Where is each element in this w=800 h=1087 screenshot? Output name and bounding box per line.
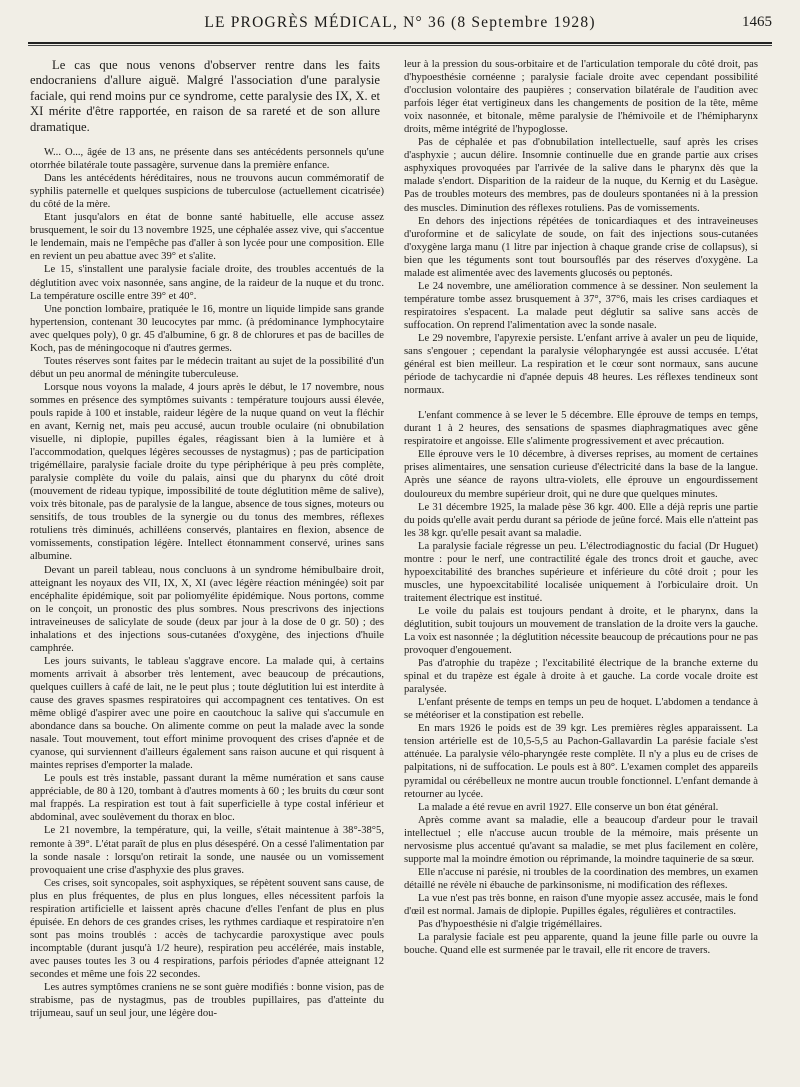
paragraph: Le 15, s'installent une paralysie faciale droite, des troubles accentués de la déglutition avec voix nasonnée, sans angine, de la raideur de la nuque et du tronc. La température oscille entre 39° et 40°. xyxy=(30,264,384,302)
paragraph: Devant un pareil tableau, nous concluons à un syndrome hémibulbaire droit, atteignant les noyaux des VII, IX, X, XI (avec légère réaction méningée) soit par encéphalite épidémique, soit par poliomyélite épidémique. Nous portons, comme on le conçoit, un pronostic des plus sombres. Nous prescrivons des injections intraveineuses de salicylate de soude (deux par jour à la dose de 0 gr. 50) ; des inhalations et des injections sous-cutanées d'oxygène, des injections d'huile camphrée. xyxy=(30,564,384,654)
paragraph: L'enfant présente de temps en temps un peu de hoquet. L'abdomen a tendance à se météoriser et la constipation est rebelle. xyxy=(404,697,758,722)
paragraph: La malade a été revue en avril 1927. Elle conserve un bon état général. xyxy=(418,801,719,813)
paragraph: Dans les antécédents héréditaires, nous ne trouvons aucun commémoratif de syphilis paternelle et quelques suspicions de tuberculose (actuellement cicatrisée) du côté de la mère. xyxy=(30,173,384,211)
paragraph: Elle n'accuse ni parésie, ni troubles de la coordination des membres, un examen détaillé ne révèle ni ébauche de parkinsonisme, ni modification des réflexes. xyxy=(404,866,758,891)
paragraph: Pas d'atrophie du trapèze ; l'excitabilité électrique de la branche externe du spinal et du trapèze est égale à droite à et gauche. La corde vocale droite est paralysée. xyxy=(404,658,758,696)
paragraph: Ces crises, soit syncopales, soit asphyxiques, se répètent souvent sans cause, de plus en plus fréquentes, de plus en plus longues, elles nécessitent parfois la respiration artificielle et laissent après chacune d'elles l'enfant de plus en plus épuisée. En dehors de ces grandes crises, les rythmes cardiaque et respiratoire n'en sont pas moins troublés : accès de tachycardie paroxystique avec pouls incomptable (durant jusqu'à 1/2 heure), respiration peu accélérée, mais instable, avec pauses toutes les 3 ou 4 respirations, parfois périodes d'apnée atteignant 12 secondes et même une fois 22 secondes. xyxy=(30,877,384,980)
paragraph: La vue n'est pas très bonne, en raison d'une myopie assez accusée, mais le fond d'œil est normal. Jamais de diplopie. Pupilles égales, régulières et contractiles. xyxy=(404,892,758,917)
right-column xyxy=(404,58,758,1080)
paragraph: Le 21 novembre, la température, qui, la veille, s'était maintenue à 38°-38°5, remonte à 39°. L'état paraît de plus en plus désespéré. On a cessé l'alimentation par la sonde nasale : lorsqu'on retirait la sonde, une nausée ou un vomissement provoquaient une crise d'asphyxie des plus graves. xyxy=(30,825,384,876)
page-number: 1465 xyxy=(742,14,772,30)
paragraph: Le pouls est très instable, passant durant la même numération et sans cause appréciable, de 80 à 120, tombant à d'autres moments à 60 ; les bruits du cœur sont mal frappés. La respiration est tout à fait superficielle à type costal inférieur et abdominal, avec soulèvement du thorax en bloc. xyxy=(30,773,384,824)
paragraph: Pas d'hypoesthésie ni d'algie trigéméllaires. xyxy=(418,919,603,931)
paragraph: Etant jusqu'alors en état de bonne santé habituelle, elle accuse assez brusquement, le soir du 13 novembre 1925, une céphalée assez vive, qui s'accentue le lendemain, mais ne l'empêche pas d'aller à son lycée pour une composition. Elle en revient un peu abattue avec 39° et s'alite. xyxy=(30,212,384,263)
paragraph: Les autres symptômes craniens ne se sont guère modifiés : bonne vision, pas de strabisme, pas de nystagmus, pas de troubles pupillaires, pas d'atteinte du trijumeau, sauf un seul jour, une légère dou- xyxy=(30,982,384,1020)
header-rule xyxy=(28,42,772,46)
paragraph: Le 29 novembre, l'apyrexie persiste. L'enfant arrive à avaler un peu de liquide, sans s'engouer ; cependant la paralysie vélopharyngée est aussi accusée. L'état général est bien meilleur. La respiration et le cœur sont normaux, sans aucune période de tachycardie ni d'apnée depuis 48 heures. Les réflexes tendineux sont normaux. xyxy=(404,332,758,397)
left-column xyxy=(30,58,384,1080)
paragraph: Pas de céphalée et pas d'obnubilation intellectuelle, sauf après les crises d'asphyxie ; aucun délire. Insomnie continuelle due en grande partie aux crises asphyxiques provoquées par l'arrivée de la salive dans le pharynx dès que la malade s'endort. Disparition de la raideur de la nuque, du Kernig et du Lasègue. Pas de troubles moteurs des membres, pas de douleurs spontanées ni à la pression des muscles. Diminution des réflexes rotuliens. Pas de vomissements. xyxy=(404,137,758,214)
page-header xyxy=(28,14,772,38)
paragraph: Les jours suivants, le tableau s'aggrave encore. La malade qui, à certains moments arrivait à absorber très lentement, avec beaucoup de précautions, quelques cuillers à café de lait, ne le peut plus ; toute déglutition lui est interdite à cause des graves spasmes respiratoires qui accompagnent ces tentatives. On est même obligé d'aspirer avec une poire en caoutchouc la salive qui s'accumule en abondance dans sa bouche. On alimente comme on peut la malade avec la sonde nasale. Tout mouvement, tout effort minime provoquent des crises d'apnée et de cyanose, qui surviennent d'ailleurs également sans raison aucune et qui risquent à maintes reprises d'emporter la malade. xyxy=(30,655,384,772)
journal-title: LE PROGRÈS MÉDICAL, N° 36 (8 Septembre 1928) xyxy=(204,14,596,31)
paragraph: Lorsque nous voyons la malade, 4 jours après le début, le 17 novembre, nous sommes en présence des symptômes suivants : température toujours aussi élevée, pouls rapide à 100 et instable, raideur légère de la nuque quand on veut la fléchir en avant, Kernig net, mais peu accusé, aucun trouble oculaire (ni obnubilation visuelle, ni diplopie, pupilles égales, réagissant bien à la lumière et à l'accommodation, quelques légères secousses de nystagmus) ; pas de participation trigéméllaire, paralysie faciale droite du type périphérique à peu près complète, paralysie complète du voile du palais, ainsi que du pharynx du côté droit (mouvement de rideau typique, impossibilité de toute déglutition même de salive), voix très bitonale, pas de paralysie de la langue, absence de tous signes, moteurs ou sensitifs, de tous troubles de la synergie ou du tonus des membres, réflexes rotuliens très diminués, achilléens conservés, plantaires en flexion, absence de vomissements, constipation légère. Intellect étonnamment conservé, urines sans albumine. xyxy=(30,381,384,563)
paragraph: En dehors des injections répétées de tonicardiaques et des intraveineuses d'uroformine et de salicylate de soude, on fait des injections sous-cutanées d'oxygène larga manu (1 litre par injection à chaque grande crise de collapsus), si bien que les téguments sont tout boursouflés par des réserves d'oxygène. La malade est alimentée avec des lavements glucosés ou peptonés. xyxy=(404,215,758,279)
paragraph: Le 31 décembre 1925, la malade pèse 36 kgr. 400. Elle a déjà repris une partie du poids qu'elle avait perdu durant sa période de jeûne forcé. Mais elle n'atteint pas les 38 kgr. qu'elle pesait avant sa maladie. xyxy=(404,501,758,539)
paragraph: L'enfant commence à se lever le 5 décembre. Elle éprouve de temps en temps, durant 1 à 2 heures, des sensations de spasmes diaphragmatiques avec gêne respiratoire et angoisse. Elle s'alimente progressivement et avec précaution. xyxy=(404,410,758,448)
paragraph: La paralysie faciale régresse un peu. L'électrodiagnostic du facial (Dr Huguet) montre : pour le nerf, une contractilité égale des troncs droit et gauche, avec hypoexcitabilité des branches supérieure et inférieure du côté droit ; pour les muscles, une hypoexcitabilité localisée uniquement à l'orbiculaire droit. Un traitement électrique est institué. xyxy=(404,540,758,604)
paragraph: W... O..., âgée de 13 ans, ne présente dans ses antécédents personnels qu'une otorrhée bilatérale toute passagère, survenue dans la première enfance. xyxy=(30,147,384,172)
paragraph: En mars 1926 le poids est de 39 kgr. Les premières règles apparaissent. La tension artérielle est de 10,5-5,5 au Pachon-Gallavardin La parésie faciale s'est atténuée. La paralysie vélo-pharyngée reste complète. Il n'y a plus eu de crises de palpitations, ni de suffocation. Le pouls est à 80°. L'examen complet des appareils pyramidal ou cérébelleux ne montre aucun trouble fonctionnel. L'enfant demande à retourner au lycée. xyxy=(404,723,758,800)
paragraph: Toutes réserves sont faites par le médecin traitant au sujet de la possibilité d'un début un peu anormal de méningite tuberculeuse. xyxy=(30,355,384,380)
paragraph: Le 24 novembre, une amélioration commence à se dessiner. Non seulement la température tombe assez brusquement à 37°, 37°6, mais les crises cardiaques et respiratoires s'espacent. La malade peut déglutir sa salive sans accès de suffocation. On reprend l'alimentation avec la sonde nasale. xyxy=(404,280,758,331)
paragraph: La paralysie faciale est peu apparente, quand la jeune fille parle ou ouvre la bouche. Quand elle est surmenée par le travail, elle rit encore de travers. xyxy=(404,932,758,957)
intro-paragraph: Le cas que nous venons d'observer rentre dans les faits endocraniens d'allure aiguë. Malgré l'association d'une paralysie faciale, qui rend moins pur ce syndrome, cette paralysie des IX, X. et XI mérite d'être rapportée, en raison de sa rareté et de son allure dramatique. xyxy=(30,58,380,134)
paragraph: Le voile du palais est toujours pendant à droite, et le pharynx, dans la déglutition, subit toujours un mouvement de translation de la droite vers la gauche. La voix est nasonnée ; la déglutition nécessite beaucoup de précautions pour ne pas provoquer d'engouement. xyxy=(404,605,758,657)
paragraph: Après comme avant sa maladie, elle a beaucoup d'ardeur pour le travail intellectuel ; elle n'accuse aucun trouble de la mémoire, mais présente un nervosisme plus accentué qu'avant sa maladie, se met plus facilement en colère, supporte mal la moindre émotion ou réprimande, la moindre taquinerie de sa sœur. xyxy=(404,814,758,865)
paragraph: Elle éprouve vers le 10 décembre, à diverses reprises, au moment de certaines prises alimentaires, une sensation curieuse d'électricité dans la base de la langue. Après une séance de rayons ultra-violets, elle éprouve un engourdissement douloureux du membre supérieur droit, qui ne dure que quelques minutes. xyxy=(404,449,758,500)
paragraph: Une ponction lombaire, pratiquée le 16, montre un liquide limpide sans grande hypertension, contenant 30 leucocytes par mmc. (à prédominance lymphocytaire avec quelques poly), 0 gr. 45 d'albumine, 6 gr. 8 de chlorures et pas de bacilles de Koch, pas de méningocoque ni d'autres germes. xyxy=(30,303,384,354)
paragraph: leur à la pression du sous-orbitaire et de l'articulation temporale du côté droit, pas d'hypoesthésie cornéenne ; paralysie faciale droite avec cependant possibilité d'occlusion volontaire des paupières ; conservation bilatérale de l'audition avec parfois léger état vertigineux dans les changements de position de la tête, même voix nasonnée, et bitonale, même paralysie de l'hémivoile et de l'hémipharynx droits, même intégrité de l'hypoglosse. xyxy=(404,59,758,136)
